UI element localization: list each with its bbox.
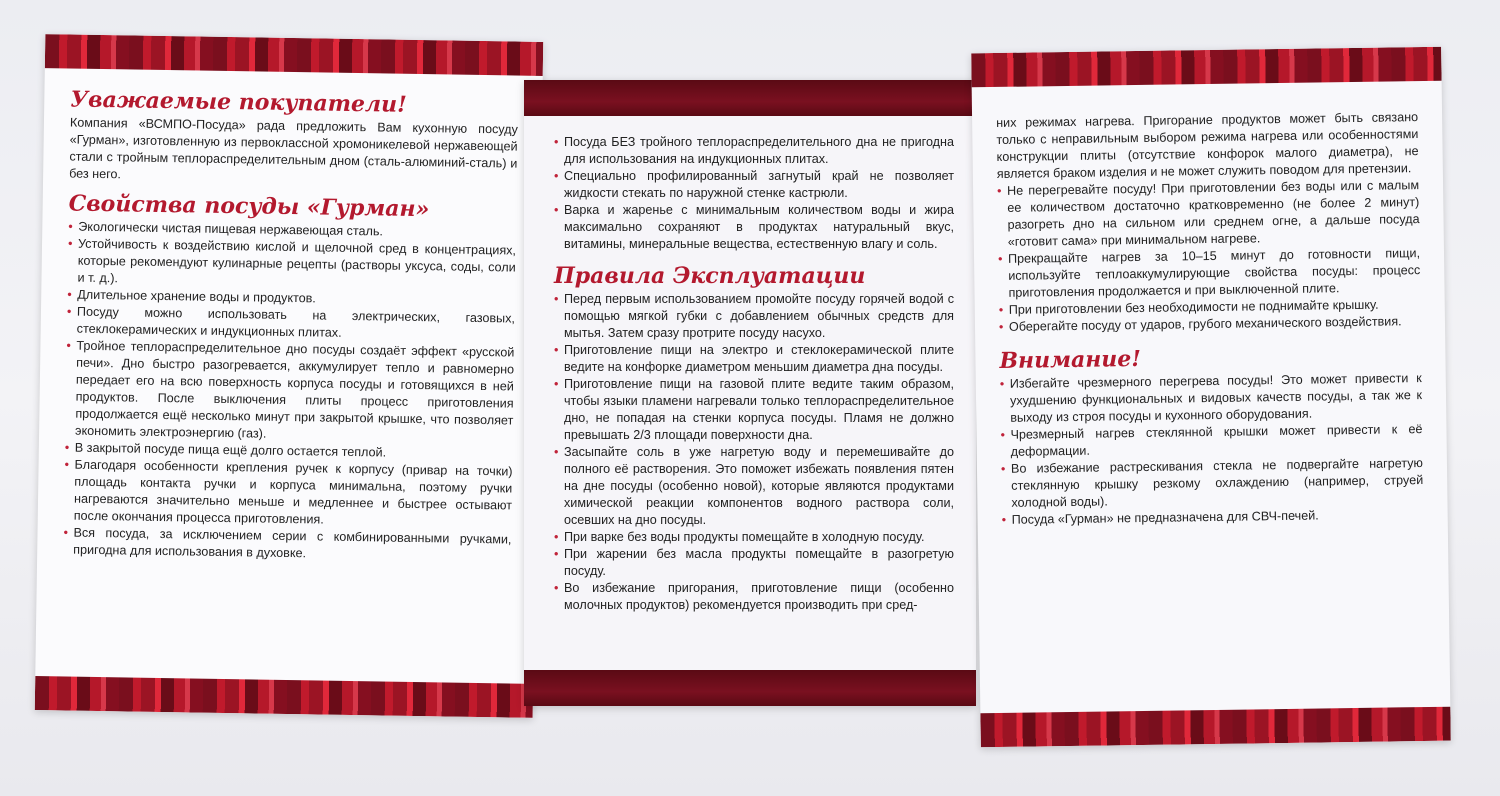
warning-list <box>1000 370 1424 529</box>
list-item: • Прекращайте нагрев за 10–15 минут до готовности пищи, используйте теплоаккумулирующие свойства посуды: процесс приготовления продолжается и при выключенной плите. <box>998 245 1421 302</box>
decorative-stripe-top <box>45 34 543 76</box>
usage-rules-list-continued <box>997 177 1421 336</box>
list-item: • Посуда «Гурман» не предназначена для СВЧ-печей. <box>1002 506 1424 529</box>
list-item: • При варке без воды продукты помещайте в холодную посуду. <box>554 529 954 546</box>
brochure-panel-middle <box>524 80 976 706</box>
list-item: • Перед первым использованием промойте посуду горячей водой с помощью мягкой губки с добавлением обычных средств для мытья. Затем сразу протрите посуду насухо. <box>554 291 954 342</box>
list-item: • При жарении без масла продукты помещайте в разогретую посуду. <box>554 546 954 580</box>
list-item: • Посуду можно использовать на электрических, газовых, стеклокерамических и индукционных плитах. <box>67 304 515 345</box>
list-item: • Во избежание растрескивания стекла не подвергайте нагретую стеклянную крышку резкому охлаждению (например, струей холодной воды). <box>1001 455 1424 512</box>
warning-heading: Внимание! <box>999 345 1142 374</box>
decorative-stripe-bottom <box>35 676 533 718</box>
list-item: • Благодаря особенности крепления ручек к корпусу (привар на точки) площадь контакта ручки и корпуса минимальна, поэтому ручки нагреваются значительно меньше и медленнее и быстрее остывают после окончания процесса приготовления. <box>64 456 513 531</box>
properties-list-continued <box>554 134 954 253</box>
panel-middle-content <box>554 134 954 614</box>
list-item: • Длительное хранение воды и продуктов. <box>67 287 515 311</box>
properties-list <box>63 219 516 566</box>
list-item: • Чрезмерный нагрев стеклянной крышки может привести к её деформации. <box>1000 421 1422 461</box>
greeting-heading: Уважаемые покупатели! <box>70 86 407 118</box>
list-item: • Оберегайте посуду от ударов, грубого механического воздействия. <box>999 313 1421 336</box>
usage-rules-heading: Правила Эксплуатации <box>554 263 866 289</box>
list-item: • Экологически чистая пищевая нержавеющая сталь. <box>68 219 516 243</box>
list-item: • Специально профилированный загнутый край не позволяет жидкости стекать по наружной стенке кастрюли. <box>554 168 954 202</box>
properties-heading: Свойства посуды «Гурман» <box>68 190 430 223</box>
list-item: • При приготовлении без необходимости не поднимайте крышку. <box>999 296 1421 319</box>
continuation-paragraph: них режимах нагрева. Пригорание продуктов может быть связано только с неправильным выбором режима нагрева или особенностями конструкции плиты (отсутствие конфорок малого диаметра), не является браком изделия и не может служить поводом для претензии. <box>996 110 1419 181</box>
decorative-stripe-bottom <box>980 707 1450 748</box>
list-item: • Засыпайте соль в уже нагретую воду и перемешивайте до полного её растворения. Это поможет избежать появления пятен на дне посуды (особенно новой), которые являются продуктами химической реакции компонентов водного раствора соли, осевших на дно посуды. <box>554 444 954 529</box>
brochure-panel-right <box>971 47 1451 747</box>
list-item: • Устойчивость к воздействию кислой и щелочной сред в концентрациях, которые рекомендуют кулинарные рецепты (растворы уксуса, соды, соли и т. д.). <box>67 236 516 294</box>
decorative-stripe-top <box>524 80 976 116</box>
list-item: • Варка и жаренье с минимальным количеством воды и жира максимально сохраняют в продуктах натуральный вкус, витамины, минеральные вещества, естественную влагу и соль. <box>554 202 954 253</box>
list-item: • Приготовление пищи на электро и стеклокерамической плите ведите на конфорке диаметром меньшим диаметра дна посуды. <box>554 342 954 376</box>
intro-paragraph: Компания «ВСМПО-Посуда» рада предложить Вам кухонную посуду «Гурман», изготовленную из первоклассной хромоникелевой нержавеющей стали с тройным теплораспределительным дном (сталь-алюминий-сталь) и без него. <box>69 115 519 182</box>
list-item: • Приготовление пищи на газовой плите ведите таким образом, чтобы языки пламени нагревали только теплораспределительное дно, не попадая на стенки корпуса посуды. Пламя не должно превышать 2/3 площади поверхности дна. <box>554 376 954 444</box>
panel-right-content <box>996 109 1424 529</box>
brochure-panel-left <box>35 34 544 718</box>
list-item: • Не перегревайте посуду! При приготовлении без воды или с малым ее количеством достаточно кратковременно (не более 2 минут) разогреть дно на сильном или среднем огне, а дальше посуда «готовит сама» при минимальном нагреве. <box>997 177 1420 251</box>
usage-rules-list <box>554 291 954 614</box>
list-item: • Тройное теплораспределительное дно посуды создаёт эффект «русской печи». Дно быстро разогревается, аккумулирует тепло и равномерно передает его на всю поверхность корпуса посуды и готовящихся в ней продуктов. После выключения плиты процесс приготовления продолжается ещё несколько минут при закрытой крышке, что позволяет экономить электроэнергию (газ). <box>65 338 515 447</box>
list-item: • Во избежание пригорания, приготовление пищи (особенно молочных продуктов) рекомендуется производить при сред- <box>554 580 954 614</box>
panel-left-content <box>63 87 518 566</box>
list-item: • Вся посуда, за исключением серии с комбинированными ручками, пригодна для использования в духовке. <box>63 524 511 565</box>
decorative-stripe-bottom <box>524 670 976 706</box>
list-item: • Посуда БЕЗ тройного теплораспределительного дна не пригодна для использования на индукционных плитах. <box>554 134 954 168</box>
decorative-stripe-top <box>971 47 1441 88</box>
list-item: • В закрытой посуде пища ещё долго остается теплой. <box>65 439 513 463</box>
list-item: • Избегайте чрезмерного перегрева посуды! Это может привести к ухудшению функциональных и видовых качеств посуды, а так же к выходу из строя посуды и кухонного оборудования. <box>1000 370 1423 427</box>
